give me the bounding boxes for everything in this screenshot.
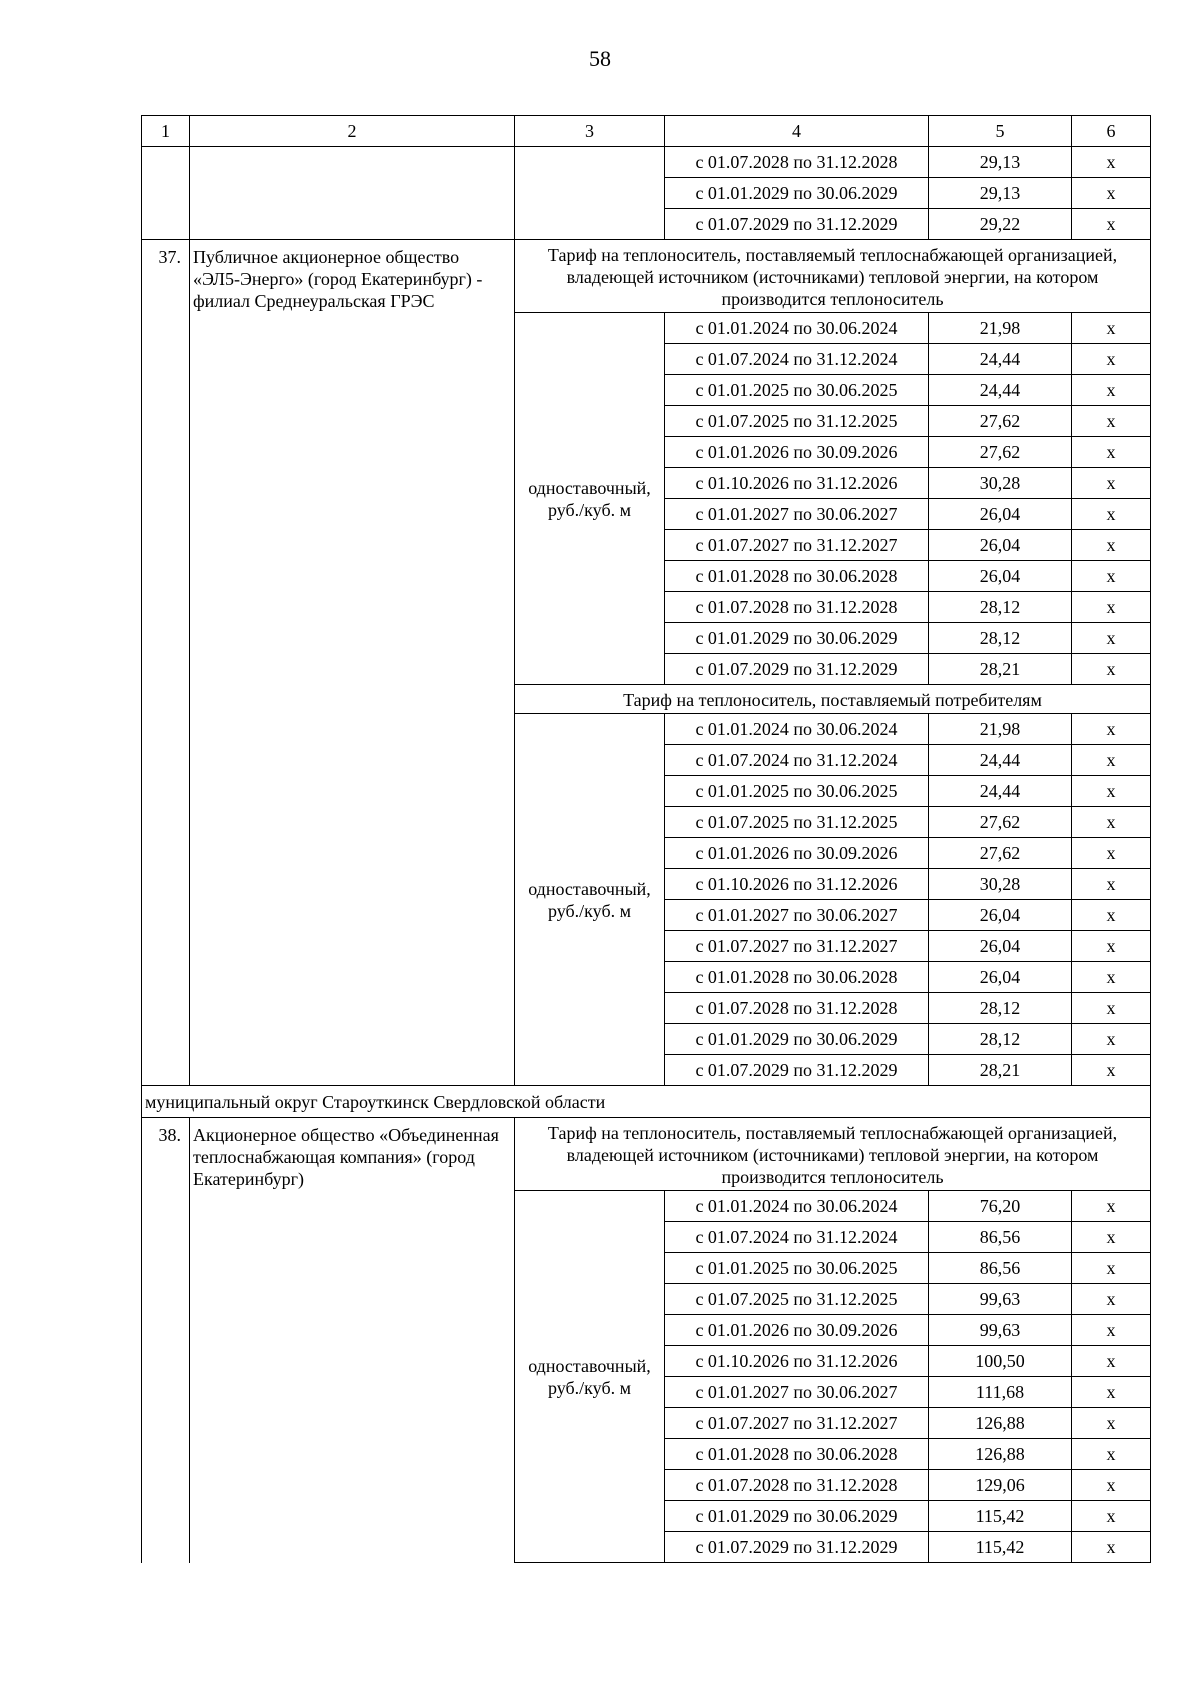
tariff-table-body bbox=[142, 116, 1151, 1563]
tariff-value-cell: 30,28 bbox=[929, 468, 1072, 499]
period-cell: с 01.01.2028 по 30.06.2028 bbox=[665, 962, 929, 993]
tariff-value-cell: 100,50 bbox=[929, 1346, 1072, 1377]
period-cell: с 01.01.2029 по 30.06.2029 bbox=[665, 178, 929, 209]
note-mark-cell: х bbox=[1072, 1315, 1151, 1346]
note-mark-cell: х bbox=[1072, 776, 1151, 807]
period-cell: с 01.01.2025 по 30.06.2025 bbox=[665, 1253, 929, 1284]
period-cell: с 01.07.2028 по 31.12.2028 bbox=[665, 592, 929, 623]
period-cell: с 01.07.2025 по 31.12.2025 bbox=[665, 406, 929, 437]
period-cell: с 01.07.2029 по 31.12.2029 bbox=[665, 1532, 929, 1563]
note-mark-cell: х bbox=[1072, 807, 1151, 838]
tariff-value-cell: 28,21 bbox=[929, 654, 1072, 685]
period-cell: с 01.10.2026 по 31.12.2026 bbox=[665, 1346, 929, 1377]
tariff-group-row bbox=[142, 1118, 1151, 1191]
tariff-value-cell: 76,20 bbox=[929, 1191, 1072, 1222]
tariff-value-cell: 28,12 bbox=[929, 623, 1072, 654]
period-cell: с 01.07.2029 по 31.12.2029 bbox=[665, 654, 929, 685]
period-cell: с 01.01.2024 по 30.06.2024 bbox=[665, 714, 929, 745]
tariff-value-cell: 86,56 bbox=[929, 1253, 1072, 1284]
period-cell: с 01.07.2024 по 31.12.2024 bbox=[665, 344, 929, 375]
note-mark-cell: х bbox=[1072, 1470, 1151, 1501]
column-number-2: 2 bbox=[190, 116, 515, 147]
column-number-row bbox=[142, 116, 1151, 147]
period-cell: с 01.01.2026 по 30.09.2026 bbox=[665, 838, 929, 869]
entry-number-cell bbox=[142, 147, 190, 240]
note-mark-cell: х bbox=[1072, 1408, 1151, 1439]
period-cell: с 01.01.2028 по 30.06.2028 bbox=[665, 1439, 929, 1470]
tariff-value-cell: 28,12 bbox=[929, 993, 1072, 1024]
tariff-row bbox=[142, 147, 1151, 178]
district-name: муниципальный округ Староуткинск Свердловской области bbox=[142, 1086, 1151, 1118]
period-cell: с 01.01.2026 по 30.09.2026 bbox=[665, 1315, 929, 1346]
note-mark-cell: х bbox=[1072, 592, 1151, 623]
note-mark-cell: х bbox=[1072, 962, 1151, 993]
period-cell: с 01.07.2024 по 31.12.2024 bbox=[665, 1222, 929, 1253]
note-mark-cell: х bbox=[1072, 623, 1151, 654]
tariff-value-cell: 29,13 bbox=[929, 178, 1072, 209]
note-mark-cell: х bbox=[1072, 375, 1151, 406]
tariff-value-cell: 26,04 bbox=[929, 900, 1072, 931]
period-cell: с 01.07.2025 по 31.12.2025 bbox=[665, 1284, 929, 1315]
column-number-6: 6 bbox=[1072, 116, 1151, 147]
tariff-value-cell: 24,44 bbox=[929, 745, 1072, 776]
tariff-value-cell: 21,98 bbox=[929, 714, 1072, 745]
period-cell: с 01.01.2024 по 30.06.2024 bbox=[665, 313, 929, 344]
note-mark-cell: х bbox=[1072, 1284, 1151, 1315]
note-mark-cell: х bbox=[1072, 869, 1151, 900]
period-cell: с 01.07.2027 по 31.12.2027 bbox=[665, 530, 929, 561]
period-cell: с 01.07.2027 по 31.12.2027 bbox=[665, 1408, 929, 1439]
period-cell: с 01.01.2029 по 30.06.2029 bbox=[665, 1501, 929, 1532]
note-mark-cell: х bbox=[1072, 1346, 1151, 1377]
period-cell: с 01.01.2029 по 30.06.2029 bbox=[665, 623, 929, 654]
note-mark-cell: х bbox=[1072, 900, 1151, 931]
period-cell: с 01.01.2024 по 30.06.2024 bbox=[665, 1191, 929, 1222]
tariff-table bbox=[141, 115, 1151, 1563]
page-number: 58 bbox=[589, 46, 611, 71]
column-number-5: 5 bbox=[929, 116, 1072, 147]
rate-type-cell bbox=[515, 147, 665, 240]
note-mark-cell: х bbox=[1072, 1253, 1151, 1284]
note-mark-cell: х bbox=[1072, 1532, 1151, 1563]
period-cell: с 01.10.2026 по 31.12.2026 bbox=[665, 468, 929, 499]
tariff-value-cell: 26,04 bbox=[929, 962, 1072, 993]
entry-number: 38. bbox=[142, 1118, 190, 1563]
note-mark-cell: х bbox=[1072, 209, 1151, 240]
column-number-4: 4 bbox=[665, 116, 929, 147]
note-mark-cell: х bbox=[1072, 1024, 1151, 1055]
tariff-value-cell: 29,22 bbox=[929, 209, 1072, 240]
note-mark-cell: х bbox=[1072, 1377, 1151, 1408]
period-cell: с 01.07.2028 по 31.12.2028 bbox=[665, 1470, 929, 1501]
tariff-value-cell: 115,42 bbox=[929, 1532, 1072, 1563]
tariff-value-cell: 24,44 bbox=[929, 344, 1072, 375]
tariff-value-cell: 28,12 bbox=[929, 592, 1072, 623]
tariff-group-row bbox=[142, 240, 1151, 313]
note-mark-cell: х bbox=[1072, 561, 1151, 592]
rate-type: одноставочный, руб./куб. м bbox=[515, 1191, 665, 1563]
note-mark-cell: х bbox=[1072, 406, 1151, 437]
period-cell: с 01.01.2029 по 30.06.2029 bbox=[665, 1024, 929, 1055]
tariff-value-cell: 126,88 bbox=[929, 1439, 1072, 1470]
tariff-value-cell: 26,04 bbox=[929, 499, 1072, 530]
tariff-value-cell: 24,44 bbox=[929, 776, 1072, 807]
note-mark-cell: х bbox=[1072, 313, 1151, 344]
tariff-value-cell: 27,62 bbox=[929, 807, 1072, 838]
tariff-value-cell: 27,62 bbox=[929, 437, 1072, 468]
district-row bbox=[142, 1086, 1151, 1118]
period-cell: с 01.07.2025 по 31.12.2025 bbox=[665, 807, 929, 838]
note-mark-cell: х bbox=[1072, 437, 1151, 468]
tariff-value-cell: 24,44 bbox=[929, 375, 1072, 406]
period-cell: с 01.01.2025 по 30.06.2025 bbox=[665, 375, 929, 406]
note-mark-cell: х bbox=[1072, 838, 1151, 869]
column-number-3: 3 bbox=[515, 116, 665, 147]
tariff-value-cell: 86,56 bbox=[929, 1222, 1072, 1253]
tariff-value-cell: 26,04 bbox=[929, 530, 1072, 561]
tariff-value-cell: 115,42 bbox=[929, 1501, 1072, 1532]
tariff-group-title: Тариф на теплоноситель, поставляемый теплоснабжающей организацией, владеющей источником (источниками) тепловой энергии, на котором производится теплоноситель bbox=[515, 1118, 1151, 1191]
note-mark-cell: х bbox=[1072, 499, 1151, 530]
period-cell: с 01.01.2025 по 30.06.2025 bbox=[665, 776, 929, 807]
entry-number: 37. bbox=[142, 240, 190, 1086]
period-cell: с 01.07.2028 по 31.12.2028 bbox=[665, 147, 929, 178]
tariff-value-cell: 28,21 bbox=[929, 1055, 1072, 1086]
note-mark-cell: х bbox=[1072, 1439, 1151, 1470]
period-cell: с 01.01.2027 по 30.06.2027 bbox=[665, 1377, 929, 1408]
period-cell: с 01.01.2027 по 30.06.2027 bbox=[665, 499, 929, 530]
note-mark-cell: х bbox=[1072, 714, 1151, 745]
tariff-value-cell: 111,68 bbox=[929, 1377, 1072, 1408]
note-mark-cell: х bbox=[1072, 344, 1151, 375]
period-cell: с 01.07.2028 по 31.12.2028 bbox=[665, 993, 929, 1024]
tariff-value-cell: 26,04 bbox=[929, 561, 1072, 592]
period-cell: с 01.07.2029 по 31.12.2029 bbox=[665, 209, 929, 240]
note-mark-cell: х bbox=[1072, 468, 1151, 499]
period-cell: с 01.07.2027 по 31.12.2027 bbox=[665, 931, 929, 962]
rate-type: одноставочный, руб./куб. м bbox=[515, 313, 665, 685]
note-mark-cell: х bbox=[1072, 1501, 1151, 1532]
note-mark-cell: х bbox=[1072, 1191, 1151, 1222]
period-cell: с 01.07.2029 по 31.12.2029 bbox=[665, 1055, 929, 1086]
tariff-value-cell: 27,62 bbox=[929, 406, 1072, 437]
note-mark-cell: х bbox=[1072, 1055, 1151, 1086]
note-mark-cell: х bbox=[1072, 993, 1151, 1024]
column-number-1: 1 bbox=[142, 116, 190, 147]
rate-type: одноставочный, руб./куб. м bbox=[515, 714, 665, 1086]
note-mark-cell: х bbox=[1072, 530, 1151, 561]
organization-name: Акционерное общество «Объединенная теплоснабжающая компания» (город Екатеринбург) bbox=[190, 1118, 515, 1563]
period-cell: с 01.01.2026 по 30.09.2026 bbox=[665, 437, 929, 468]
note-mark-cell: х bbox=[1072, 178, 1151, 209]
tariff-value-cell: 99,63 bbox=[929, 1284, 1072, 1315]
tariff-group-title: Тариф на теплоноситель, поставляемый теплоснабжающей организацией, владеющей источником (источниками) тепловой энергии, на котором производится теплоноситель bbox=[515, 240, 1151, 313]
tariff-value-cell: 28,12 bbox=[929, 1024, 1072, 1055]
organization-name: Публичное акционерное общество «ЭЛ5-Энерго» (город Екатеринбург) - филиал Среднеуральская ГРЭС bbox=[190, 240, 515, 1086]
period-cell: с 01.01.2028 по 30.06.2028 bbox=[665, 561, 929, 592]
note-mark-cell: х bbox=[1072, 745, 1151, 776]
tariff-group-title: Тариф на теплоноситель, поставляемый потребителям bbox=[515, 685, 1151, 714]
tariff-value-cell: 129,06 bbox=[929, 1470, 1072, 1501]
tariff-value-cell: 29,13 bbox=[929, 147, 1072, 178]
period-cell: с 01.07.2024 по 31.12.2024 bbox=[665, 745, 929, 776]
tariff-value-cell: 30,28 bbox=[929, 869, 1072, 900]
period-cell: с 01.01.2027 по 30.06.2027 bbox=[665, 900, 929, 931]
tariff-value-cell: 27,62 bbox=[929, 838, 1072, 869]
note-mark-cell: х bbox=[1072, 147, 1151, 178]
note-mark-cell: х bbox=[1072, 931, 1151, 962]
note-mark-cell: х bbox=[1072, 654, 1151, 685]
note-mark-cell: х bbox=[1072, 1222, 1151, 1253]
tariff-value-cell: 26,04 bbox=[929, 931, 1072, 962]
tariff-value-cell: 126,88 bbox=[929, 1408, 1072, 1439]
period-cell: с 01.10.2026 по 31.12.2026 bbox=[665, 869, 929, 900]
tariff-value-cell: 21,98 bbox=[929, 313, 1072, 344]
organization-cell bbox=[190, 147, 515, 240]
tariff-value-cell: 99,63 bbox=[929, 1315, 1072, 1346]
